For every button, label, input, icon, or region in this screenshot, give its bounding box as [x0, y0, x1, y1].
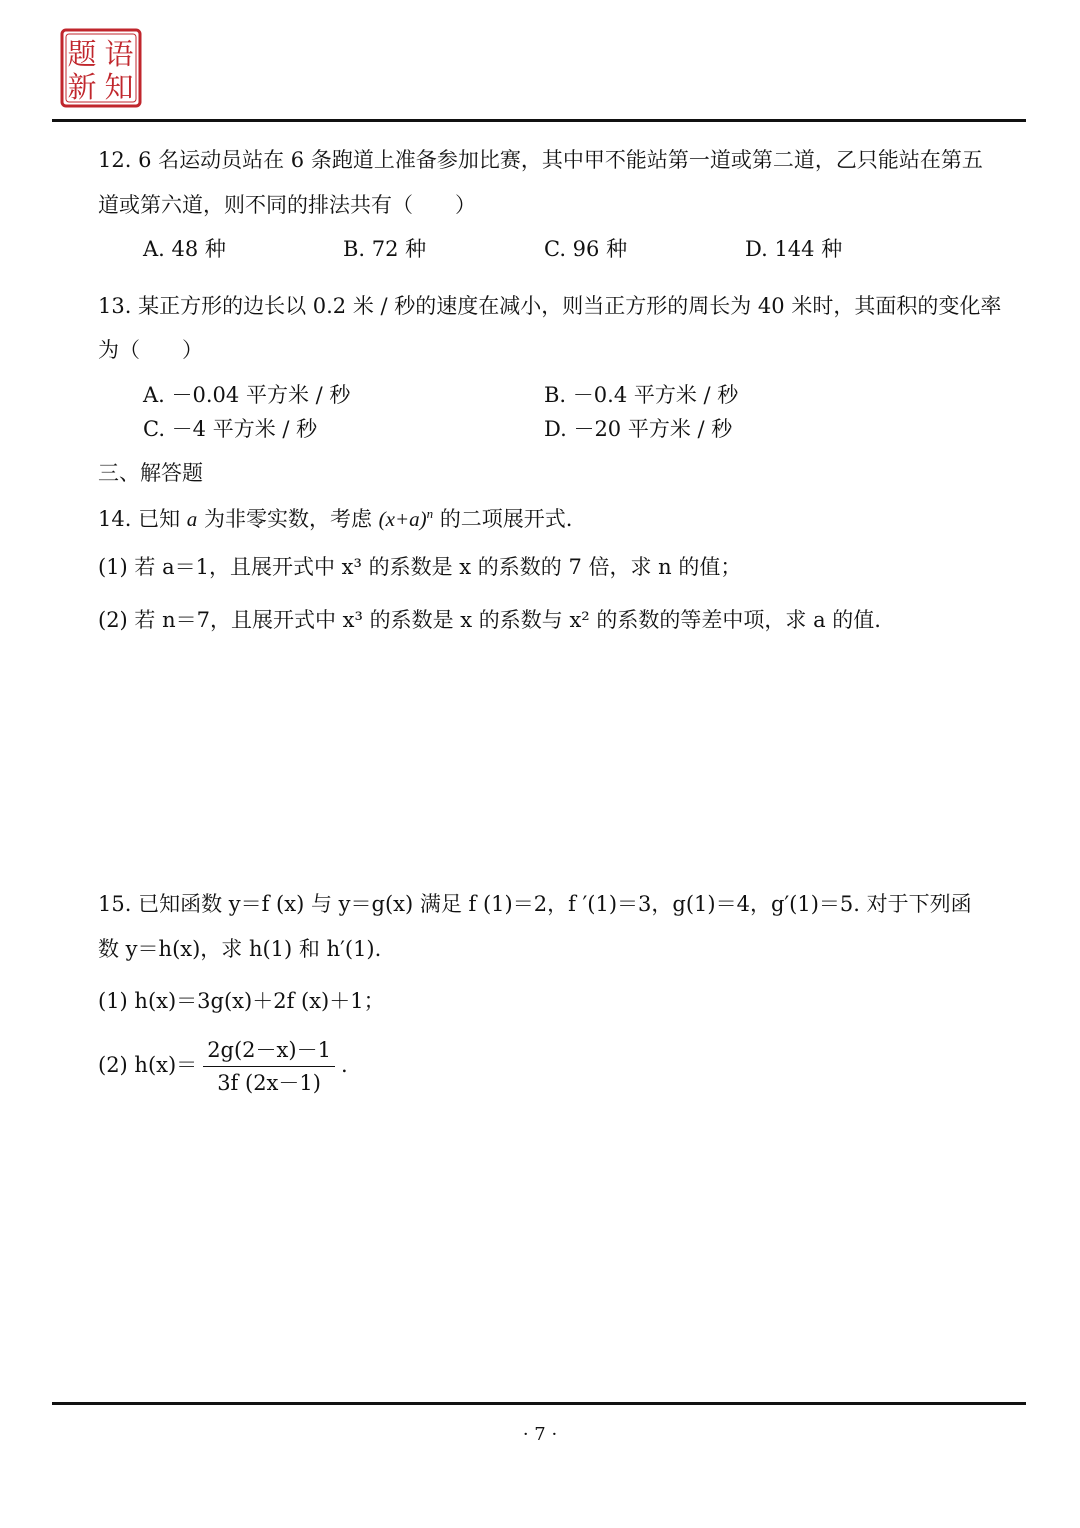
q13-line2: 为（ ）	[98, 338, 203, 362]
q15-fraction-numerator: 2g(2－x)－1	[203, 1036, 335, 1067]
q14-part2: (2) 若 n＝7，且展开式中 x³ 的系数是 x 的系数与 x² 的系数的等差中项，求 a 的值.	[98, 608, 881, 632]
q15-part1: (1) h(x)＝3g(x)＋2f (x)＋1；	[98, 989, 385, 1013]
q14-expr: (x+a)	[378, 507, 427, 531]
q14-stem-a: 14. 已知	[98, 507, 181, 531]
q14-stem-b: 为非零实数，考虑	[203, 507, 372, 531]
q15-part2	[98, 1036, 348, 1097]
logo-seal	[60, 28, 142, 108]
q15-line2: 数 y＝h(x)，求 h(1) 和 h′(1).	[98, 937, 382, 961]
section-heading: 三、解答题	[98, 461, 203, 485]
svg-text:题: 题	[67, 37, 97, 71]
q13-option-d: D. －20 平方米 / 秒	[544, 417, 733, 441]
q12-line1: 12. 6 名运动员站在 6 条跑道上准备参加比赛，其中甲不能站第一道或第二道，乙只能站在第五	[98, 148, 983, 172]
q15-line1: 15. 已知函数 y＝f (x) 与 y＝g(x) 满足 f (1)＝2，f ′(1)＝3，g(1)＝4，g′(1)＝5. 对于下列函	[98, 892, 972, 916]
header-rule	[52, 119, 1026, 122]
q13-option-a: A. －0.04 平方米 / 秒	[143, 383, 351, 407]
q13-option-c: C. －4 平方米 / 秒	[143, 417, 318, 441]
q13-option-b: B. －0.4 平方米 / 秒	[544, 383, 739, 407]
q12-option-b: B. 72 种	[343, 237, 427, 261]
q15-fraction-denominator: 3f (2x－1)	[217, 1071, 321, 1095]
q14-var-a: a	[186, 507, 198, 531]
q12-line2: 道或第六道，则不同的排法共有（ ）	[98, 193, 476, 217]
svg-text:知: 知	[104, 70, 134, 104]
svg-text:语: 语	[104, 37, 134, 71]
logo-seal-graphic	[60, 28, 142, 108]
footer-rule	[52, 1402, 1026, 1405]
q14-stem	[98, 500, 573, 533]
q12-option-a: A. 48 种	[143, 237, 226, 261]
q15-part2-lhs: (2) h(x)＝	[98, 1053, 198, 1077]
q12-option-c: C. 96 种	[544, 237, 628, 261]
q12-option-d: D. 144 种	[745, 237, 843, 261]
svg-text:新: 新	[67, 70, 97, 104]
q14-exp-n: n	[426, 506, 434, 521]
q14-stem-c: 的二项展开式.	[439, 507, 573, 531]
q15-part2-end: .	[340, 1053, 348, 1077]
q13-line1: 13. 某正方形的边长以 0.2 米 / 秒的速度在减小，则当正方形的周长为 40 米时，其面积的变化率	[98, 294, 1002, 318]
q14-part1: (1) 若 a＝1，且展开式中 x³ 的系数是 x 的系数的 7 倍，求 n 的值；	[98, 555, 742, 579]
q15-fraction	[203, 1036, 335, 1097]
page-number: · 7 ·	[522, 1424, 558, 1445]
